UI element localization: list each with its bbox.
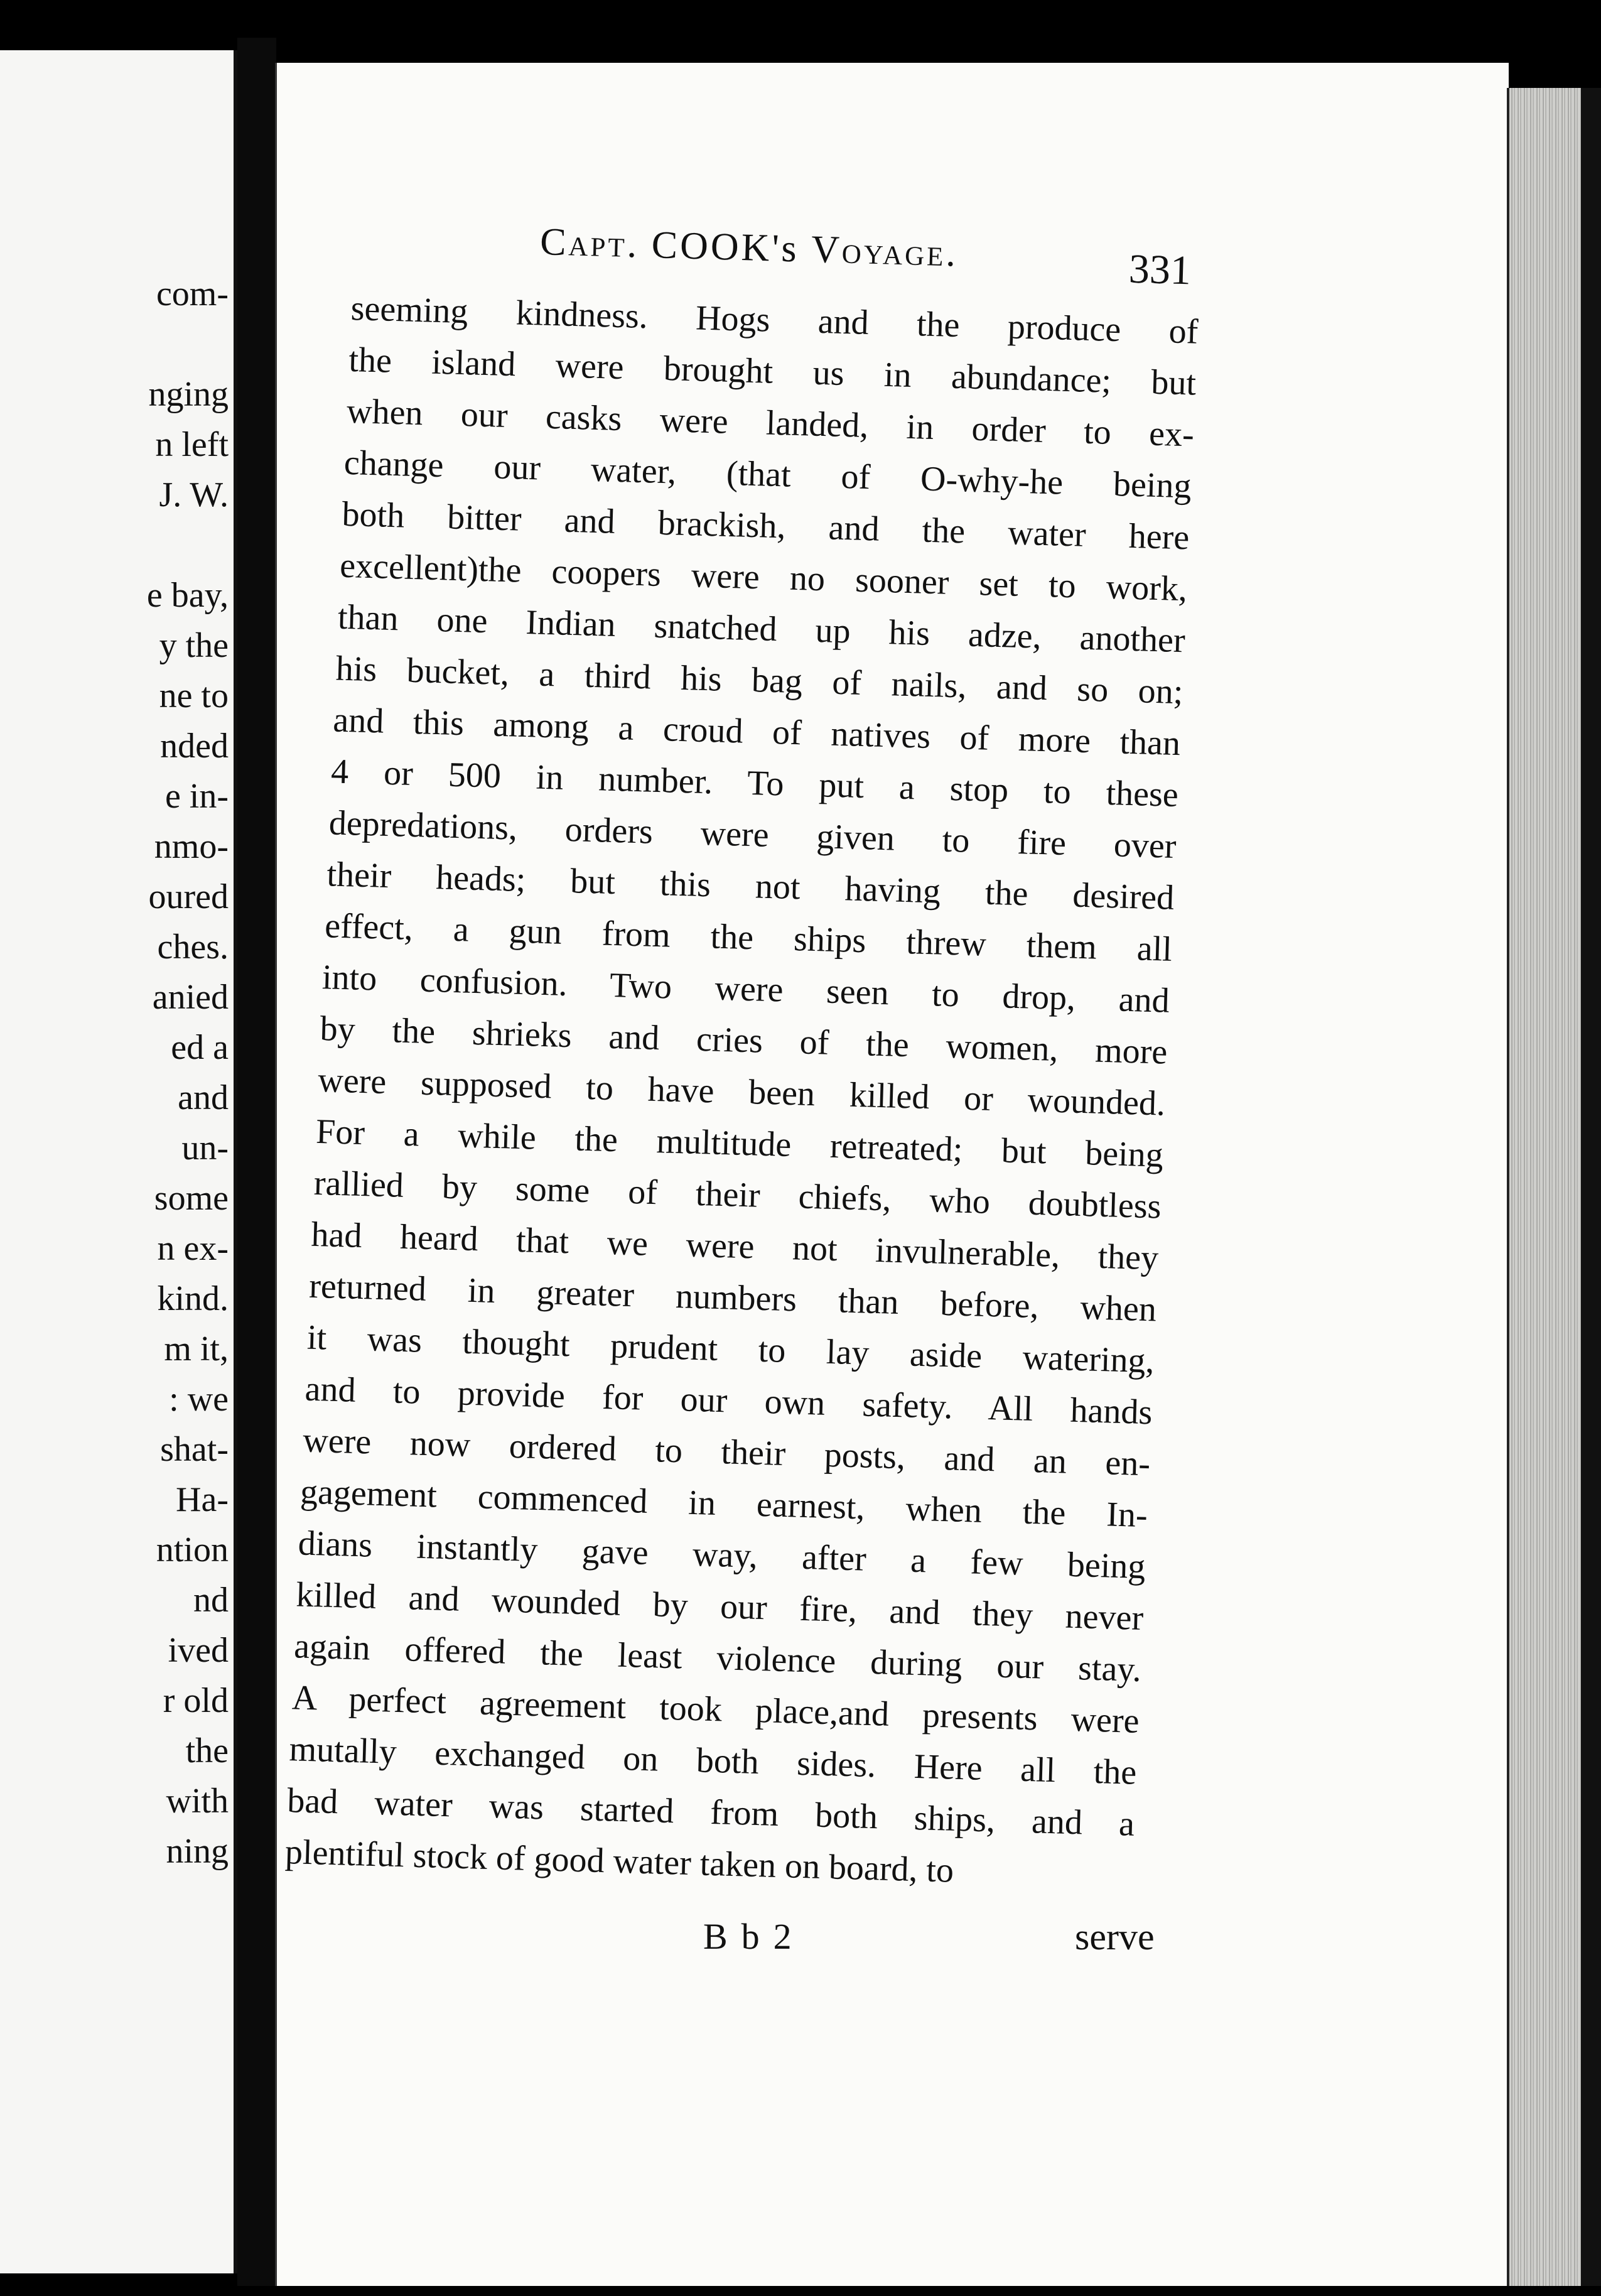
text-line: by the shrieks and cries of the women, more: [319, 1009, 1168, 1072]
text-line: were now ordered to their posts, and an en-: [302, 1421, 1151, 1484]
left-page-fragment: ches.: [157, 928, 229, 967]
text-line: depredations, orders were given to fire over: [328, 803, 1177, 867]
left-page-fragment: e bay,: [146, 576, 229, 615]
text-line: when our casks were landed, in order to ex-: [346, 391, 1195, 455]
text-line: rallied by some of their chiefs, who doubtless: [313, 1163, 1162, 1227]
left-page-fragment: e in-: [164, 777, 229, 816]
text-line: A perfect agreement took place,and presents were: [291, 1678, 1140, 1741]
text-line: returned in greater numbers than before, when: [308, 1266, 1157, 1329]
left-page-fragment: un-: [181, 1129, 229, 1167]
left-page-fragment: r old: [163, 1681, 229, 1720]
book-gutter: [237, 38, 276, 2286]
text-line: his bucket, a third his bag of nails, and so on;: [335, 649, 1184, 712]
text-line: gagement commenced in earnest, when the In-: [299, 1472, 1148, 1535]
text-line: plentiful stock of good water taken on board, to: [284, 1833, 954, 1890]
left-page-fragment: nmo-: [154, 827, 229, 866]
left-page-fragment: ning: [166, 1832, 229, 1871]
header-voyage: Voyage.: [811, 228, 959, 275]
text-line: both bitter and brackish, and the water here: [341, 494, 1190, 558]
text-line: excellent)the coopers were no sooner set to work,: [339, 546, 1188, 609]
text-line: killed and wounded by our fire, and they never: [295, 1575, 1144, 1638]
left-page-fragment: and: [178, 1078, 229, 1117]
left-page-fragment: n left: [155, 425, 229, 464]
left-page-fragment: shat-: [160, 1430, 229, 1469]
left-page-fragment: J. W.: [159, 475, 229, 514]
text-line: had heard that we were not invulnerable, they: [310, 1215, 1159, 1278]
text-line: bad water was started from both ships, and a: [286, 1781, 1135, 1844]
text-line: and to provide for our own safety. All hands: [304, 1369, 1153, 1432]
left-page-fragment: n ex-: [157, 1229, 229, 1268]
text-line: For a while the multitude retreated; but being: [315, 1112, 1164, 1175]
left-page-fragment: nging: [148, 375, 229, 414]
left-page-fragment: some: [154, 1179, 229, 1218]
text-line: were supposed to have been killed or wounded.: [317, 1061, 1166, 1124]
text-line: their heads; but this not having the desired: [326, 855, 1175, 918]
page-edges: [1507, 88, 1601, 2286]
text-line: change our water, (that of O-why-he being: [343, 443, 1192, 506]
header-cook: COOK's: [650, 223, 800, 271]
left-page-fragment: oured: [148, 877, 229, 916]
text-line: and this among a croud of natives of more than: [332, 700, 1181, 764]
text-line: again offered the least violence during our stay.: [293, 1627, 1142, 1689]
left-page-fragment: the: [185, 1731, 229, 1770]
left-page-fragment: with: [166, 1782, 229, 1821]
left-page-fragment: Ha-: [176, 1480, 229, 1519]
page-number: 331: [1128, 246, 1192, 294]
previous-page-fragment: [0, 50, 237, 2273]
text-line: dians instantly gave way, after a few being: [298, 1524, 1146, 1587]
text-line: it was thought prudent to lay aside watering,: [306, 1318, 1155, 1381]
text-line: into confusion. Two were seen to drop, and: [321, 958, 1170, 1021]
text-line: effect, a gun from the ships threw them all: [324, 906, 1173, 969]
left-page-fragment: ne to: [159, 676, 229, 715]
left-page-fragment: kind.: [157, 1279, 229, 1318]
left-page-fragment: : we: [169, 1380, 229, 1419]
left-page-fragment: y the: [159, 626, 229, 665]
left-page-fragment: ived: [168, 1631, 229, 1670]
left-page-fragment: ntion: [156, 1530, 229, 1569]
catchword: serve: [1075, 1916, 1155, 1958]
left-page-fragment: nd: [193, 1581, 229, 1620]
text-line: 4 or 500 in number. To put a stop to these: [330, 752, 1179, 815]
left-page-fragment: nded: [160, 727, 229, 766]
header-capt: Capt.: [539, 220, 640, 266]
left-page-fragment: anied: [152, 978, 229, 1017]
body-text: [284, 283, 1199, 1902]
text-line: than one Indian snatched up his adze, another: [337, 597, 1186, 661]
text-line: mutally exchanged on both sides. Here all the: [288, 1730, 1138, 1792]
left-page-fragment: ed a: [171, 1028, 229, 1067]
left-page-fragment: m it,: [164, 1329, 229, 1368]
text-line: the island were brought us in abundance; but: [348, 340, 1197, 403]
left-page-fragment: com-: [156, 274, 229, 313]
text-line: seeming kindness. Hogs and the produce of: [350, 288, 1199, 352]
signature-mark: Bb2: [703, 1916, 806, 1957]
